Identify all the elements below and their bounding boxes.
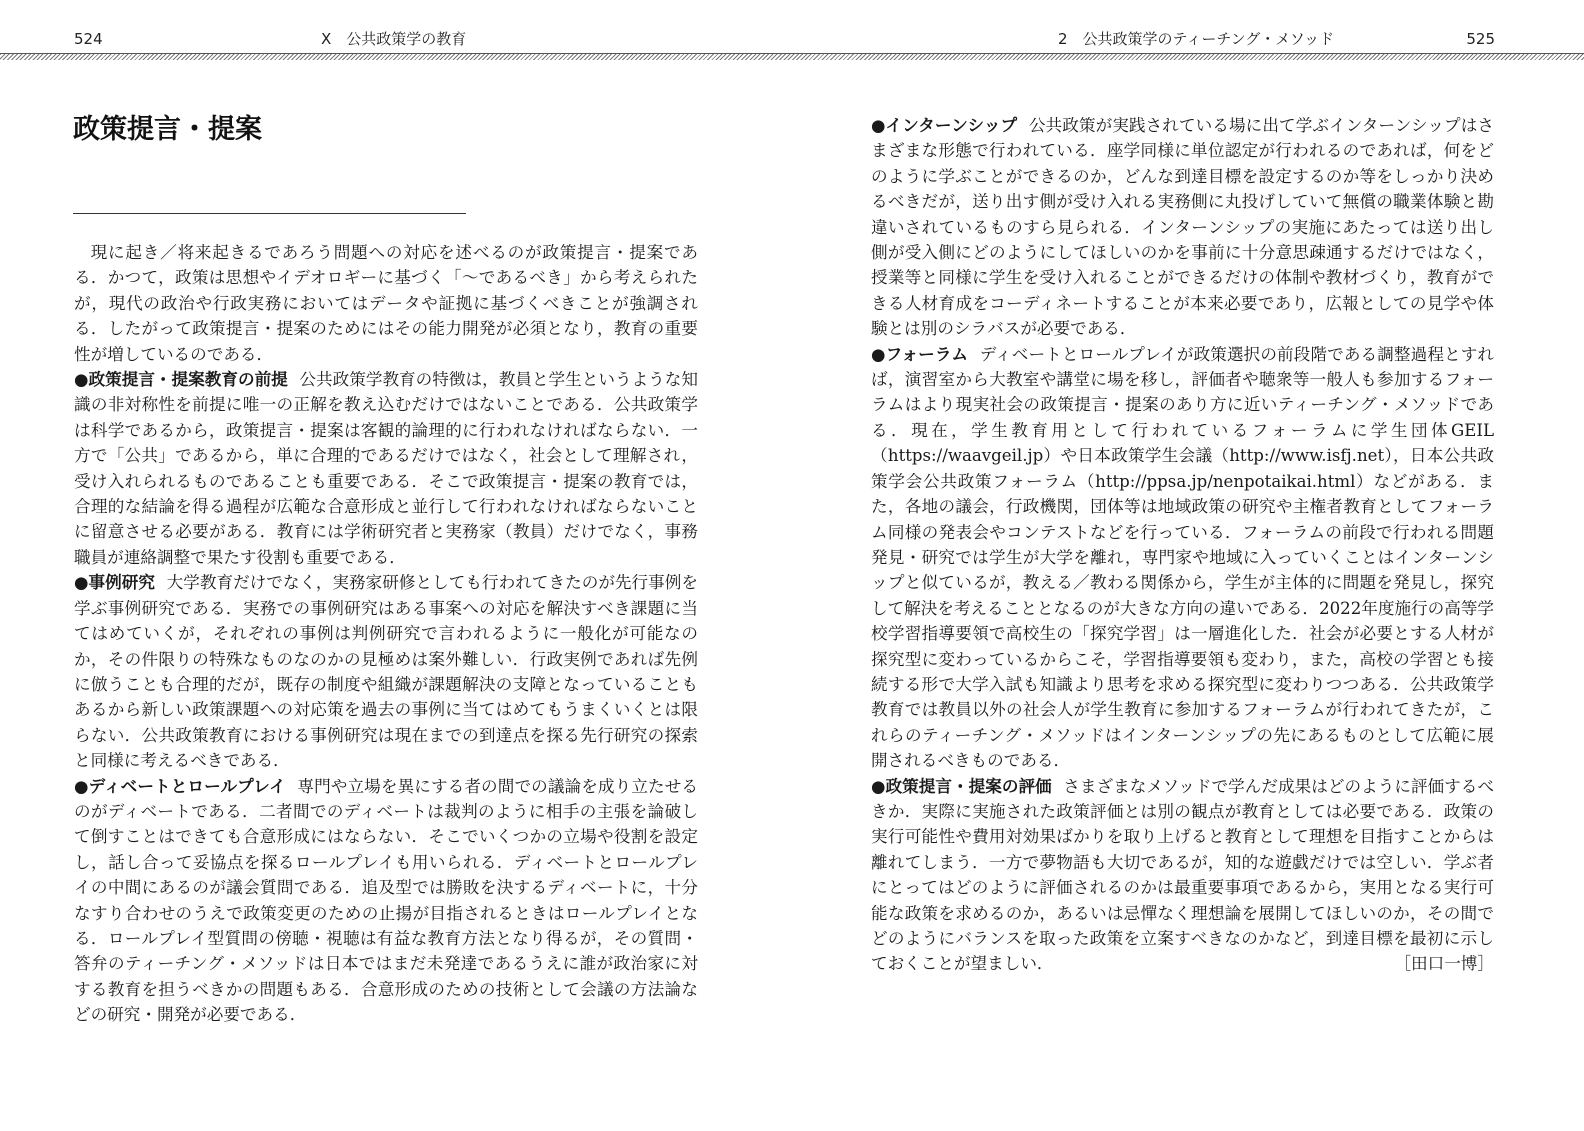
article-title: 政策提言・提案 (73, 114, 262, 145)
section-label: ●ディベートとロールプレイ (74, 776, 286, 796)
left-page-number: 524 (74, 30, 103, 48)
header-hatch-divider (0, 54, 1584, 60)
section-text: さまざまなメソッドで学んだ成果はどのように評価するべきか．実際に実施された政策評価とは別の観点が教育としては必要である．政策の実行可能性や費用対効果ばかりを取り上げると教育として理想を目指すことからは離れてしまう．一方で夢物語も大切であるが，知的な遊戯だけでは空しい．学ぶ者にとってはどのように評価されるのかは最重要事項であるから，実用となる実行可能な政策を求めるのか，あるいは忌憚なく理想論を展開してほしいのか，その間でどのようにバランスを取った政策を立案すべきなのかなど，到達目標を最初に示しておくことが望ましい． (871, 776, 1495, 974)
section-text: ディベートとロールプレイが政策選択の前段階である調整過程とすれば，演習室から大教室や講堂に場を移し，評価者や聴衆等一般人も参加するフォーラムはより現実社会の政策提言・提案のあり方に近いティーチング・メソッドである．現在，学生教育用として行われているフォーラムに学生団体GEIL（https://waavgeil.jp）や日本政策学生会議（http://www.isfj.net），日本公共政策学会公共政策フォーラム（http://ppsa.jp/nenpotaikai.html）などがある．また，各地の議会，行政機関，団体等は地域政策の研究や主権者教育としてフォーラム同様の発表会やコンテストなどを行っている．フォーラムの前段で行われる問題発見・研究では学生が大学を離れ，専門家や地域に入っていくことはインターンシップと似ているが，教える／教わる関係から，学生が主体的に問題を発見し，探究して解決を考えることとなるのが大きな方向の違いである．2022年度施行の高等学校学習指導要領で高校生の「探究学習」は一層進化した．社会が必要とする人材が探究型に変わっているからこそ，学習指導要領も変わり，また，高校の学習とも接続する形で大学入試も知識より思考を求める探究型に変わりつつある．公共政策学教育では教員以外の社会人が学生教育に参加するフォーラムが行われてきたが，これらのティーチング・メソッドはインターンシップの先にあるものとして広範に展開されるべきものである． (871, 344, 1495, 771)
section-internship (871, 113, 1494, 342)
left-column (74, 240, 698, 1028)
section-case-study (74, 570, 698, 773)
section-label: ●事例研究 (74, 573, 155, 593)
section-text: 公共政策が実践されている場に出て学ぶインターンシップはさまざまな形態で行われている．座学同様に単位認定が行われるのであれば，何をどのように学ぶことができるのか，どんな到達目標を設定するのか等をしっかり決めるべきだが，送り出す側が受け入れる実務側に丸投げしていて無償の職業体験と勘違いされているものすら見られる．インターンシップの実施にあたっては送り出し側が受入側にどのようにしてほしいのかを事前に十分意思疎通するだけではなく，授業等と同様に学生を受け入れることができるだけの体制や教材づくり，教育ができる人材育成をコーディネートすることが本来必要であり，広報としての見学や体験とは別のシラバスが必要である． (871, 116, 1494, 339)
section-premise (74, 367, 698, 570)
section-label: ●政策提言・提案教育の前提 (74, 370, 288, 390)
section-label: ●政策提言・提案の評価 (871, 776, 1052, 796)
section-text: 専門や立場を異にする者の間での議論を成り立たせるのがディベートである．二者間でのディベートは裁判のように相手の主張を論破して倒すことはできても合意形成にはならない．そこでいくつかの立場や役割を設定し，話し合って妥協点を探るロールプレイも用いられる．ディベートとロールプレイの中間にあるのが議会質問である．追及型では勝敗を決するディベートに，十分なすり合わせのうえで政策変更のための止揚が目指されるときはロールプレイとなる．ロールプレイ型質問の傍聴・視聴は有益な教育方法となり得るが，その質問・答弁のティーチング・メソッドは日本ではまだ未発達であるうえに誰が政治家に対する教育を担うべきかの問題もある．合意形成のための技術として会議の方法論などの研究・開発が必要である． (74, 776, 698, 1025)
left-running-title: X 公共政策学の教育 (321, 30, 467, 48)
right-running-title: 2 公共政策学のティーチング・メソッド (1058, 30, 1335, 48)
section-label: ●フォーラム (871, 344, 969, 364)
section-text: 大学教育だけでなく，実務家研修としても行われてきたのが先行事例を学ぶ事例研究である．実務での事例研究はある事案への対応を解決すべき課題に当てはめていくが，それぞれの事例は判例研究で言われるように一般化が可能なのか，その件限りの特殊なものなのかの見極めは案外難しい．行政実例であれば先例に倣うことも合理的だが，既存の制度や組織が課題解決の支障となっていることもあるから新しい政策課題への対応策を過去の事例に当てはめてもうまくいくとは限らない．公共政策教育における事例研究は現在までの到達点を探る先行研究の探索と同様に考えるべきである． (74, 573, 698, 771)
section-label: ●インターンシップ (871, 116, 1018, 135)
right-column (871, 113, 1494, 977)
author-credit: ［田口一博］ (1394, 954, 1494, 974)
title-underline (73, 213, 466, 214)
right-page-number: 525 (1466, 30, 1495, 48)
page-header (0, 0, 1584, 60)
section-forum (871, 342, 1494, 774)
section-text: 公共政策学教育の特徴は，教員と学生というような知識の非対称性を前提に唯一の正解を教え込むだけではないことである．公共政策学は科学であるから，政策提言・提案は客観的論理的に行われなければならない．一方で「公共」であるから，単に合理的であるだけではなく，社会として理解され，受け入れられるものであることも重要である．そこで政策提言・提案の教育では，合理的な結論を得る過程が広範な合意形成と並行して行われなければならないことに留意させる必要がある．教育には学術研究者と実務家（教員）だけでなく，事務職員が連絡調整で果たす役割も重要である． (74, 370, 698, 567)
intro-paragraph: 現に起き／将来起きるであろう問題への対応を述べるのが政策提言・提案である．かつて，政策は思想やイデオロギーに基づく「～であるべき」から考えられたが，現代の政治や行政実務においてはデータや証拠に基づくべきことが強調される．したがって政策提言・提案のためにはその能力開発が必須となり，教育の重要性が増しているのである． (74, 243, 698, 364)
section-evaluation (871, 774, 1494, 977)
section-debate-roleplay (74, 774, 698, 1028)
